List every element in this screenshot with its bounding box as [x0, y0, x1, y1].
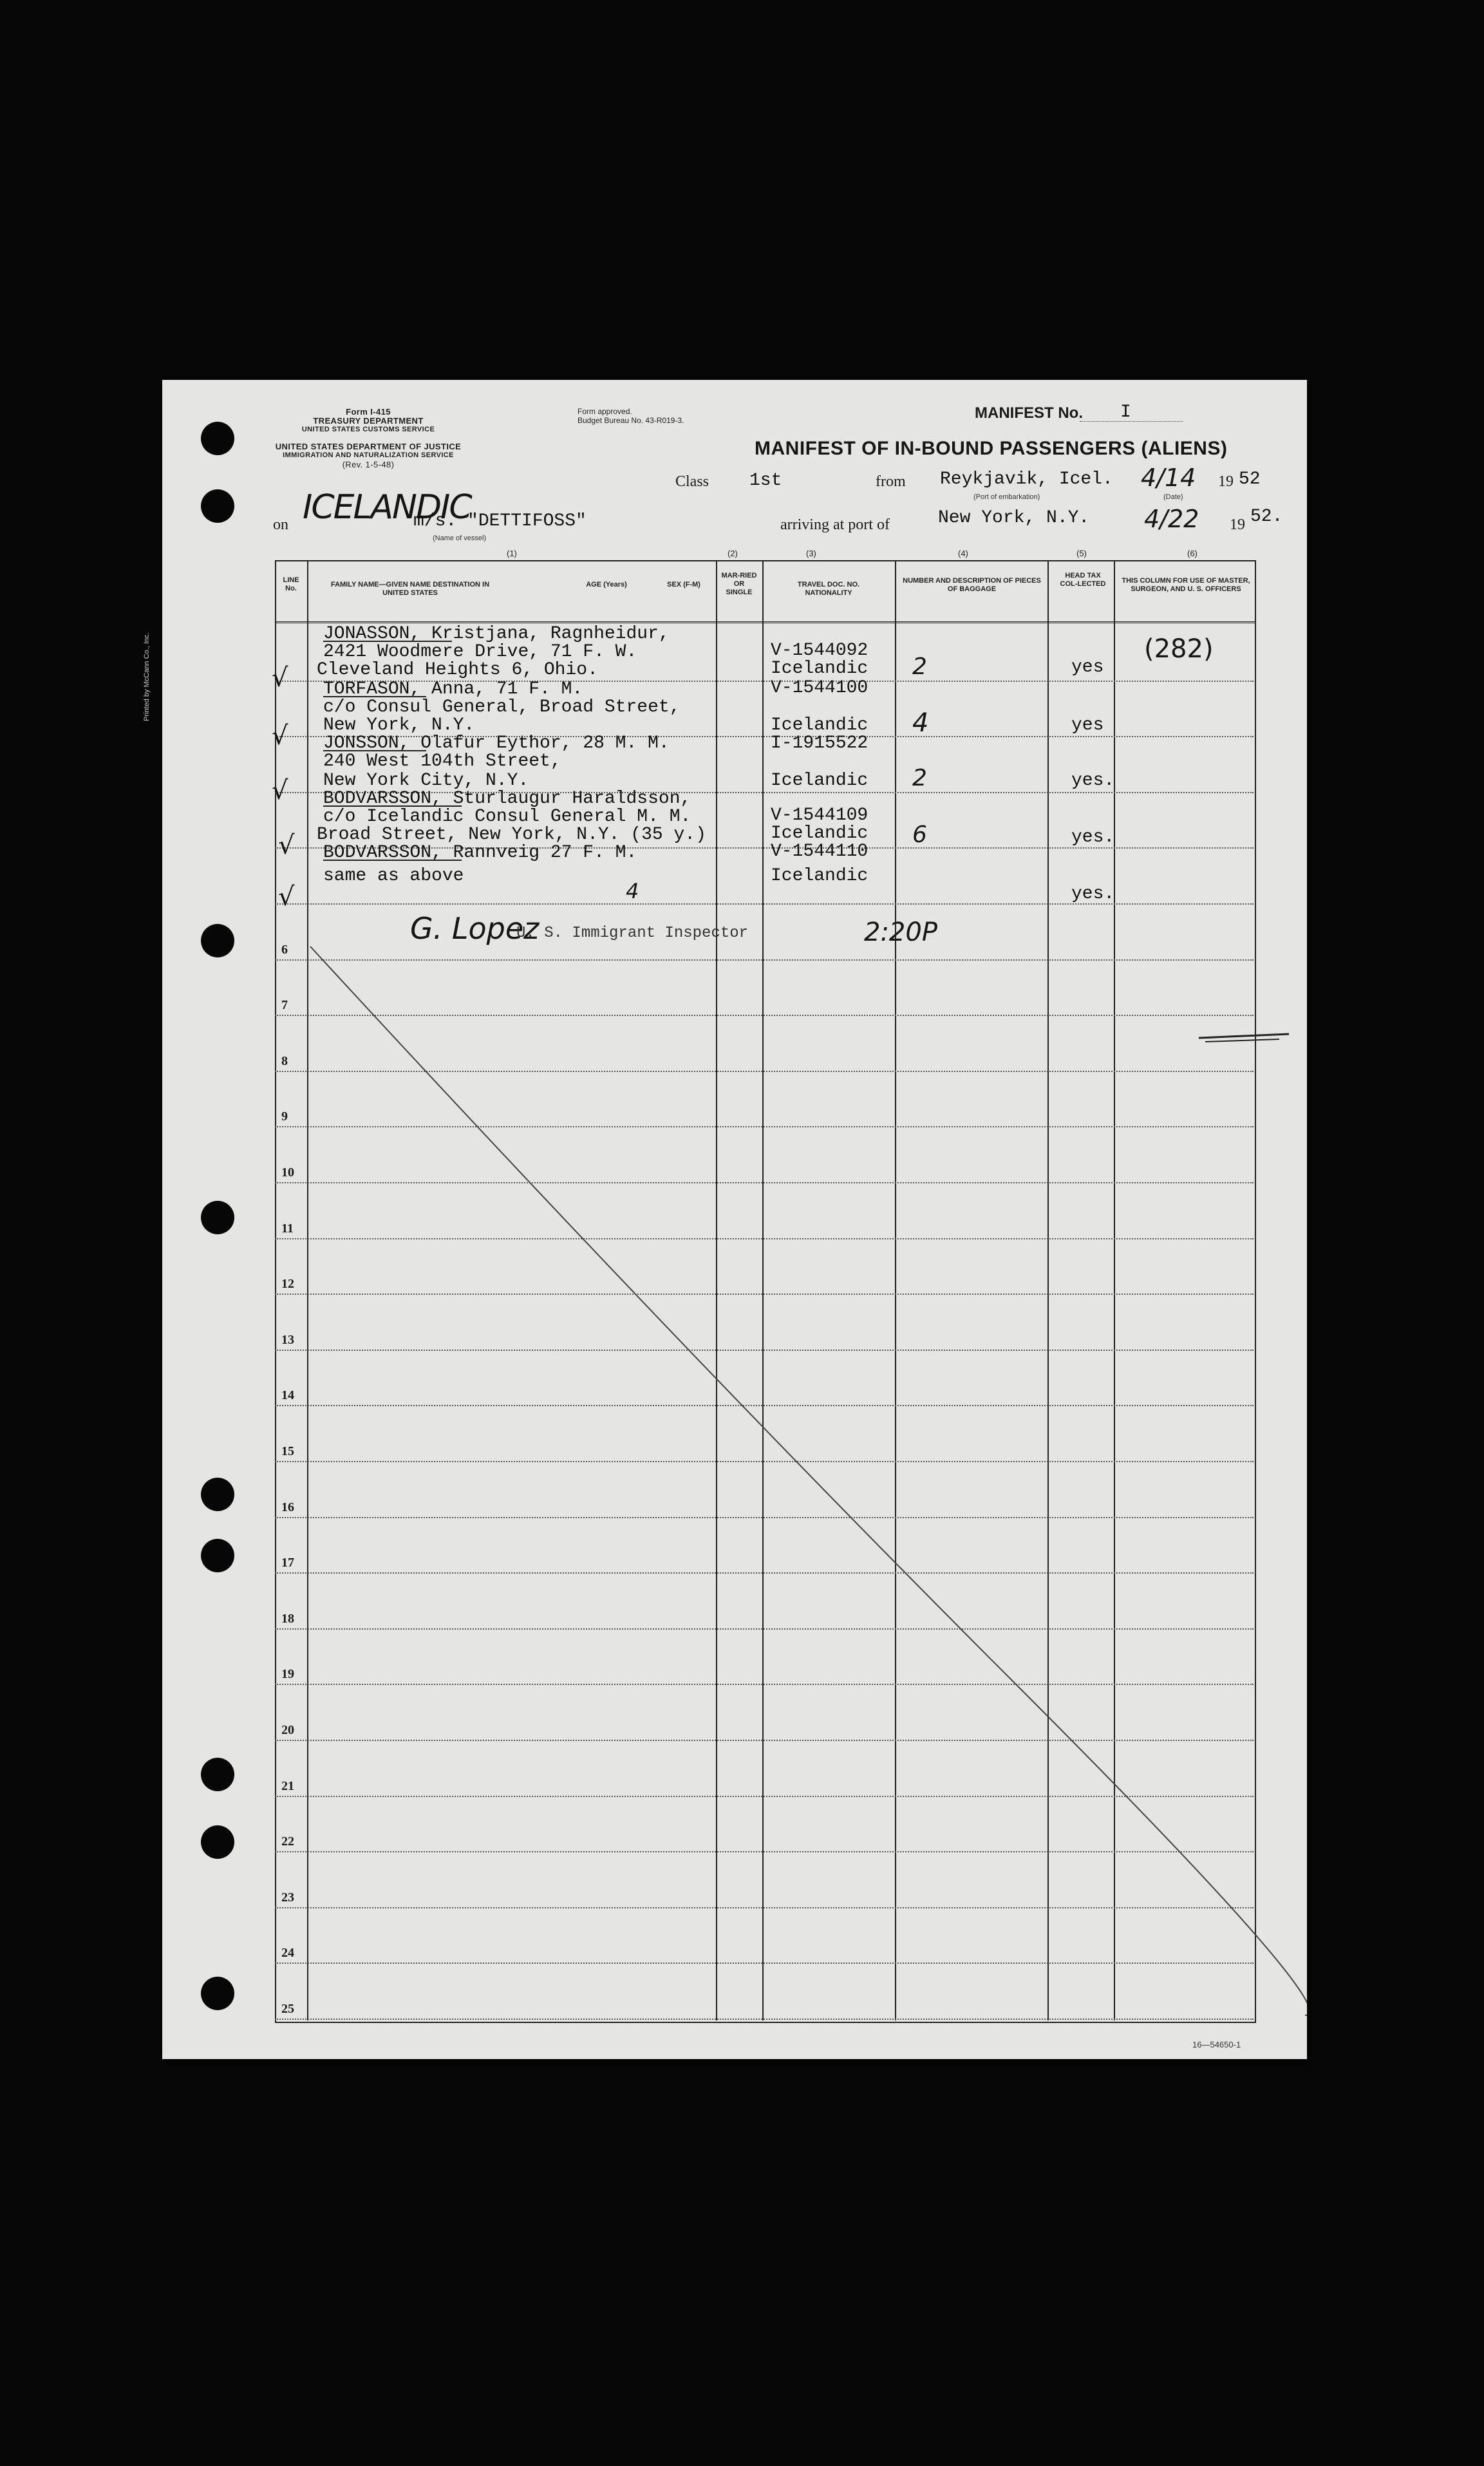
line-number: 13	[281, 1332, 294, 1347]
line-number: 6	[281, 942, 288, 957]
justice-dept: UNITED STATES DEPARTMENT OF JUSTICE	[275, 442, 462, 451]
typed-line: c/o Consul General, Broad Street,	[323, 697, 681, 717]
doc-line: I-1915522	[771, 733, 869, 753]
typed-line: TORFASON, Anna, 71 F. M.	[323, 679, 583, 699]
inspector-signature: G. Lopez	[410, 911, 540, 946]
typed-line: 2421 Woodmere Drive, 71 F. W.	[323, 642, 637, 662]
line-number: 7	[281, 998, 288, 1013]
head-tax-value: yes.	[1071, 884, 1115, 904]
line-number: 8	[281, 1053, 288, 1068]
baggage-count: 4	[912, 708, 929, 738]
typed-line: Cleveland Heights 6, Ohio.	[317, 660, 598, 680]
ins-service: IMMIGRATION AND NATURALIZATION SERVICE	[283, 451, 454, 459]
doc-line: Icelandic	[771, 771, 869, 791]
head-tax-value: yes	[1071, 715, 1104, 735]
baggage-count: 6	[912, 822, 927, 848]
vessel-name: m/s. "DETTIFOSS"	[413, 511, 587, 531]
column-number: (3)	[806, 549, 816, 558]
doc-line: Icelandic	[771, 824, 869, 843]
year-prefix: 19	[1218, 473, 1234, 490]
check-mark: √	[272, 721, 288, 751]
header-age: AGE (Years)	[586, 581, 627, 588]
line-number: 16	[281, 1500, 294, 1514]
line-number: 14	[281, 1388, 294, 1403]
line-number: 17	[281, 1556, 294, 1570]
treasury-dept: TREASURY DEPARTMENT	[313, 416, 424, 426]
line-number: 9	[281, 1109, 288, 1124]
manifest-title: MANIFEST OF IN-BOUND PASSENGERS (ALIENS)	[755, 438, 1228, 459]
departure-date: 4/14	[1141, 464, 1196, 492]
arrival-year: 52.	[1250, 507, 1283, 527]
header-line-no: LINE No.	[283, 576, 299, 592]
head-tax-value: yes	[1071, 657, 1104, 677]
line-number: 11	[281, 1221, 294, 1236]
line-number: 20	[281, 1723, 294, 1737]
line-number: 12	[281, 1277, 294, 1292]
form-approved: Form approved.	[578, 407, 632, 416]
typed-line: same as above	[323, 866, 464, 886]
typed-line: New York, N.Y.	[323, 715, 475, 735]
on-label: on	[273, 516, 288, 533]
customs-service: UNITED STATES CUSTOMS SERVICE	[301, 426, 435, 433]
column-number: (1)	[507, 549, 517, 558]
typed-line: BODVARSSON, Sturlaugur Haraldsson,	[323, 789, 691, 809]
line-number: 22	[281, 1834, 294, 1849]
class-value: 1st	[749, 471, 782, 491]
from-label: from	[876, 473, 906, 490]
vessel-handwritten: ICELANDIC	[303, 488, 471, 527]
typed-line: New York City, N.Y.	[323, 771, 529, 791]
arrival-port: New York, N.Y.	[938, 508, 1090, 528]
officer-note: (282)	[1144, 634, 1214, 664]
doc-line: Icelandic	[771, 866, 869, 886]
typed-line: 240 West 104th Street,	[323, 751, 561, 771]
line-number: 25	[281, 2002, 294, 2016]
check-mark: √	[278, 882, 295, 912]
header-officers: THIS COLUMN FOR USE OF MASTER, SURGEON, AND U. S. OFFICERS	[1122, 577, 1250, 593]
typed-line: c/o Icelandic Consul General M. M.	[323, 807, 691, 827]
baggage-count: 4	[626, 879, 639, 903]
column-number: (2)	[728, 549, 738, 558]
baggage-count: 2	[912, 765, 927, 791]
header-head-tax: HEAD TAX COL-LECTED	[1060, 572, 1106, 588]
line-number: 24	[281, 1946, 294, 1961]
manifest-no-label: MANIFEST No.	[975, 404, 1083, 422]
line-number: 19	[281, 1667, 294, 1682]
inspector-stamp: U. S. Immigrant Inspector	[516, 925, 749, 942]
check-mark: √	[278, 831, 295, 860]
header-name: FAMILY NAME—GIVEN NAME DESTINATION IN UNITED STATES	[330, 581, 490, 597]
footer-code: 16—54650-1	[1192, 2040, 1241, 2049]
header-travel-doc: TRAVEL DOC. NO. NATIONALITY	[797, 581, 860, 597]
arriving-label: arriving at port of	[780, 516, 890, 533]
arrival-date: 4/22	[1144, 505, 1199, 533]
doc-line: V-1544109	[771, 805, 869, 825]
departure-year: 52	[1239, 469, 1261, 489]
line-number: 21	[281, 1778, 294, 1793]
class-label: Class	[675, 473, 709, 490]
embarkation-caption: (Port of embarkation)	[973, 493, 1040, 501]
doc-line: V-1544092	[771, 641, 869, 661]
arrival-year-prefix: 19	[1230, 516, 1245, 533]
column-number: (4)	[958, 549, 968, 558]
line-number: 10	[281, 1165, 294, 1180]
typed-line: Broad Street, New York, N.Y. (35 y.)	[317, 825, 706, 845]
check-mark: √	[272, 663, 288, 693]
line-number: 18	[281, 1611, 294, 1626]
typed-line: BODVARSSON, Rannveig 27 F. M.	[323, 843, 637, 863]
typed-line: JONASSON, Kristjana, Ragnheidur,	[323, 624, 670, 644]
check-mark: √	[272, 776, 288, 805]
form-number: Form I-415	[346, 407, 391, 417]
doc-line: V-1544100	[771, 678, 869, 698]
date-caption: (Date)	[1163, 493, 1183, 501]
head-tax-value: yes.	[1071, 827, 1115, 847]
embarkation-port: Reykjavik, Icel.	[940, 469, 1113, 489]
inspection-time: 2:20P	[864, 918, 937, 947]
revision: (Rev. 1-5-48)	[342, 460, 395, 469]
vessel-caption: (Name of vessel)	[433, 534, 487, 542]
doc-line: Icelandic	[771, 659, 869, 679]
head-tax-value: yes.	[1071, 771, 1115, 791]
column-number: (5)	[1076, 549, 1087, 558]
doc-line: V-1544110	[771, 842, 869, 861]
cancellation-stroke	[162, 380, 1307, 2059]
header-sex: SEX (F-M)	[667, 581, 700, 588]
baggage-count: 2	[912, 654, 927, 680]
header-baggage: NUMBER AND DESCRIPTION OF PIECES OF BAGGAGE	[903, 577, 1041, 593]
manifest-no-value: I	[1120, 402, 1131, 422]
budget-bureau: Budget Bureau No. 43-R019-3.	[578, 416, 684, 425]
printer-credit: Printed by McCann Co., Inc.	[143, 632, 151, 721]
line-number: 15	[281, 1444, 294, 1458]
manifest-sheet	[143, 380, 1307, 2059]
typed-line: JONSSON, Olafur Eythor, 28 M. M.	[323, 733, 670, 753]
doc-line: Icelandic	[771, 715, 869, 735]
line-number: 23	[281, 1890, 294, 1905]
column-number: (6)	[1187, 549, 1198, 558]
header-married: MAR-RIED OR SINGLE	[721, 572, 757, 596]
